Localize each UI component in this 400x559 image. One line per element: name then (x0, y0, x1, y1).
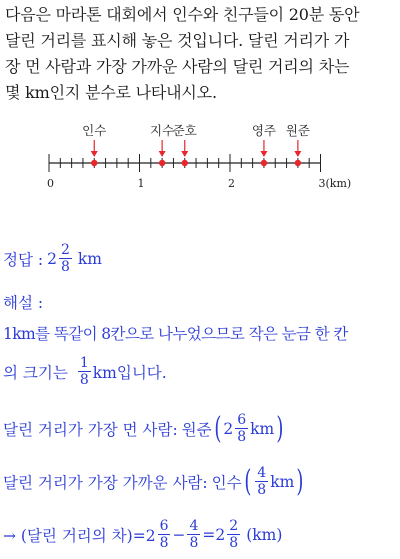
difference-result-numerator: 2 (229, 518, 239, 534)
nearest-row (3, 463, 306, 499)
difference-a-denominator: 8 (159, 535, 169, 551)
nearest-name: 인수 (211, 473, 242, 492)
answer-denominator: 8 (60, 259, 70, 275)
runner-arrowhead (91, 151, 98, 157)
minus-sign: − (172, 525, 186, 544)
nearest-unit: km (270, 472, 295, 491)
number-line (47, 123, 351, 190)
difference-unit: (km) (246, 525, 283, 544)
difference-fraction-a (158, 519, 171, 550)
farthest-row (3, 410, 286, 446)
tick-label: 2 (228, 177, 235, 190)
difference-a-numerator: 6 (159, 518, 169, 534)
runner-label: 영주 (251, 123, 277, 138)
explain-heading (3, 291, 43, 313)
explain-line-2-pre: 의 크기는 (3, 363, 68, 382)
unit-fraction-denominator: 8 (79, 372, 89, 388)
answer-label: 정답 : (3, 250, 44, 269)
farthest-distance (212, 410, 286, 446)
runner-arrowhead (159, 151, 166, 157)
runner-point (261, 160, 267, 166)
answer-whole: 2 (47, 249, 57, 268)
runner-label: 준호 (172, 123, 197, 138)
right-paren: ) (296, 463, 304, 499)
unit-fraction-numerator: 1 (79, 355, 89, 371)
runner-label: 원준 (285, 123, 310, 138)
difference-b-denominator: 8 (189, 535, 199, 551)
tick-label: 0 (47, 177, 54, 190)
runner-arrowhead (294, 151, 301, 157)
explain-label: 해설 : (3, 294, 44, 312)
runner-point (91, 160, 97, 166)
question-line-4: 몇 km인지 분수로 나타내시오. (5, 83, 217, 102)
nearest-distance (242, 463, 306, 499)
answer-unit: km (77, 249, 102, 268)
runner-arrowhead (260, 151, 267, 157)
tick-label: 3(km) (318, 177, 352, 190)
farthest-fraction (235, 413, 248, 444)
runner-point (295, 160, 301, 166)
nearest-fraction (255, 466, 268, 497)
answer-row (3, 243, 102, 274)
farthest-denominator: 8 (237, 429, 247, 445)
question-line-3: 장 먼 사람과 가장 가까운 사람의 달린 거리의 차는 (5, 57, 350, 76)
difference-fraction-b (187, 519, 200, 550)
number-line-figure (0, 0, 400, 200)
farthest-unit: km (250, 419, 275, 438)
runner-point (182, 160, 188, 166)
question-line-1: 다음은 마라톤 대회에서 인수와 친구들이 20분 동안 (5, 5, 360, 24)
farthest-label: 달린 거리가 가장 먼 사람: (3, 420, 178, 439)
left-paren: ( (243, 463, 251, 499)
runner-arrowhead (181, 151, 188, 157)
explain-line-2-post: km입니다. (92, 363, 167, 382)
left-paren: ( (213, 410, 221, 446)
explain-line-2 (3, 356, 167, 387)
difference-row (3, 519, 282, 550)
runner-label: 인수 (82, 123, 107, 138)
equals-whole: =2 (202, 525, 226, 544)
runner-point (159, 160, 165, 166)
nearest-denominator: 8 (257, 482, 267, 498)
right-paren: ) (276, 410, 284, 446)
nearest-numerator: 4 (257, 465, 267, 481)
question-line-2: 달린 거리를 표시해 놓은 것입니다. 달린 거리가 가 (5, 31, 350, 50)
difference-prefix: → (달린 거리의 차)=2 (3, 526, 156, 545)
farthest-name: 원준 (181, 420, 212, 439)
farthest-whole: 2 (223, 419, 234, 438)
nearest-label: 달린 거리가 가장 가까운 사람: (3, 473, 208, 492)
difference-result-denominator: 8 (229, 535, 239, 551)
tick-label: 1 (137, 177, 145, 190)
farthest-numerator: 6 (237, 412, 247, 428)
unit-fraction (78, 356, 91, 387)
answer-numerator: 2 (60, 242, 70, 258)
difference-b-numerator: 4 (189, 518, 199, 534)
difference-result-fraction (227, 519, 240, 550)
answer-fraction (59, 243, 72, 274)
runner-label: 지수 (150, 123, 175, 138)
explain-line-1 (3, 322, 348, 344)
explain-line-1-text: 1km를 똑같이 8칸으로 나누었으므로 작은 눈금 한 칸 (3, 325, 348, 343)
